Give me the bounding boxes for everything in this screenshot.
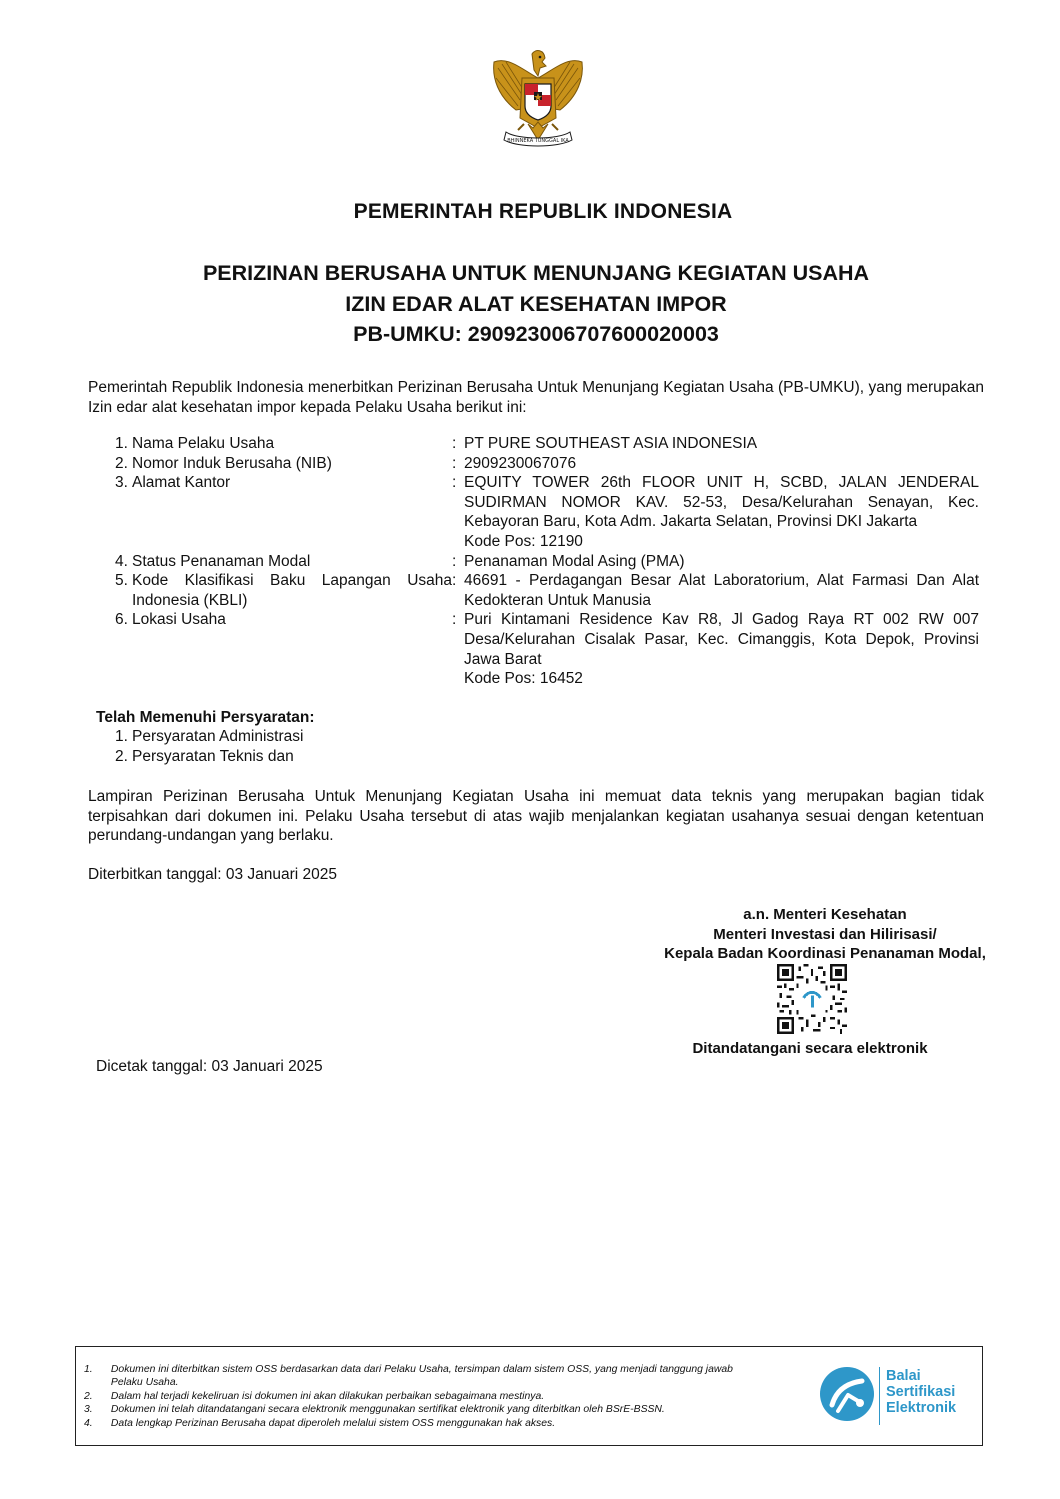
info-label: Lokasi Usaha [132, 611, 226, 629]
info-row-office-address: 3. Alamat Kantor : EQUITY TOWER 26th FLOOR UNIT H, SCBD, JALAN JENDERAL SUDIRMAN NOMOR KAV. 52-53, Desa/Kelurahan Senayan, Kec. Kebayoran Baru, Kota Adm. Jakarta Selatan, Provinsi DKI Jakarta Kode Pos: 12190 [88, 473, 984, 551]
footer-note-line: Dalam hal terjadi kekeliruan isi dokumen ini akan dilakukan perbaikan sebagaimana mestinya. [110, 1390, 545, 1402]
footer-note-number: 2. [84, 1390, 93, 1402]
qr-code-icon [777, 964, 847, 1034]
info-value-line: Puri Kintamani Residence Kav R8, Jl Gadog Raya RT 002 RW 007 [464, 611, 979, 629]
footer-note-line: Dokumen ini telah ditandatangani secara elektronik menggunakan sertifikat elektronik yang diterbitkan oleh BSrE-BSSN. [110, 1404, 665, 1416]
footer-note-line: Data lengkap Perizinan Berusaha dapat diperoleh melalui sistem OSS menggunakan hak akses. [110, 1417, 556, 1429]
requirements-list [88, 727, 303, 766]
info-value-line: Desa/Kelurahan Cisalak Pasar, Kec. Cimanggis, Kota Depok, Provinsi [464, 630, 979, 648]
info-row-kbli: 5. Kode Klasifikasi Baku Lapangan Usaha Indonesia (KBLI) : 46691 - Perdagangan Besar Alat Laboratorium, Alat Farmasi Dan Alat Kedokteran Untuk Manusia [88, 571, 984, 610]
requirements-title: Telah Memenuhi Persyaratan: [96, 709, 315, 726]
garuda-pancasila-icon [488, 48, 588, 152]
bsre-wordmark-line: Balai [886, 1368, 921, 1384]
signature-block [620, 905, 1030, 964]
printed-date: Dicetak tanggal: 03 Januari 2025 [96, 1058, 323, 1075]
info-label: Nomor Induk Berusaha (NIB) [132, 454, 332, 472]
info-value: 2909230067076 [464, 454, 577, 472]
info-value-line: Jawa Barat [464, 650, 542, 668]
info-label: Status Penanaman Modal [132, 552, 311, 570]
info-number: 6. [115, 611, 128, 629]
business-info-list [88, 434, 984, 689]
footer-note-number: 4. [84, 1417, 93, 1429]
info-value: Penanaman Modal Asing (PMA) [464, 552, 685, 570]
footer-note-line: Dokumen ini diterbitkan sistem OSS berdasarkan data dari Pelaku Usaha, tersimpan dalam sistem OSS, yang menjadi tanggung jawab [110, 1364, 733, 1375]
permit-title-line: IZIN EDAR ALAT KESEHATAN IMPOR [345, 291, 727, 316]
info-row-business-location: 6. Lokasi Usaha : Puri Kintamani Residence Kav R8, Jl Gadog Raya RT 002 RW 007 Desa/Kelurahan Cisalak Pasar, Kec. Cimanggis, Kota Depok, Provinsi Jawa Barat Kode Pos: 16452 [88, 610, 984, 688]
info-row-nib: 2. Nomor Induk Berusaha (NIB) : 2909230067076 [88, 454, 984, 474]
info-number: 1. [115, 435, 128, 452]
info-number: 4. [115, 552, 128, 570]
footer-note [84, 1417, 799, 1430]
footer-note-number: 3. [84, 1404, 93, 1416]
intro-paragraph: Pemerintah Republik Indonesia menerbitkan Perizinan Berusaha Untuk Menunjang Kegiatan Usaha (PB-UMKU), yang merupakan Izin edar alat kesehatan impor kepada Pelaku Usaha berikut ini: [88, 379, 984, 416]
requirement-text: Persyaratan Administrasi [132, 728, 304, 745]
info-label-line: Indonesia (KBLI) [132, 591, 248, 609]
info-label: Nama Pelaku Usaha [132, 435, 275, 452]
requirement-item [88, 727, 303, 747]
bsre-logo-icon [818, 1365, 876, 1423]
footer-note-number: 1. [84, 1364, 93, 1375]
info-label: Alamat Kantor [132, 474, 231, 492]
requirement-number: 1. [115, 728, 128, 745]
info-value-line: EQUITY TOWER 26th FLOOR UNIT H, SCBD, JALAN JENDERAL [464, 474, 979, 492]
footer-note [84, 1403, 799, 1416]
permit-number: PB-UMKU: 290923006707600020003 [353, 322, 719, 346]
footer-note [84, 1390, 799, 1403]
svg-text:BHINNEKA TUNGGAL IKA: BHINNEKA TUNGGAL IKA [507, 138, 569, 144]
info-value-line: 46691 - Perdagangan Besar Alat Laboratorium, Alat Farmasi Dan Alat [464, 572, 979, 590]
info-value-line: Kode Pos: 16452 [464, 670, 583, 688]
info-value-line: Kedokteran Untuk Manusia [464, 591, 651, 609]
requirement-item [88, 747, 303, 767]
info-number: 5. [115, 572, 128, 590]
info-value-line: Kebayoran Baru, Kota Adm. Jakarta Selatan, Provinsi DKI Jakarta [464, 513, 918, 531]
issued-date: Diterbitkan tanggal: 03 Januari 2025 [88, 866, 338, 883]
info-row-business-name: 1. Nama Pelaku Usaha : PT PURE SOUTHEAST ASIA INDONESIA [88, 434, 984, 454]
info-row-investment-status: 4. Status Penanaman Modal : Penanaman Modal Asing (PMA) [88, 552, 984, 572]
electronic-signature-note: Ditandatangani secara elektronik [692, 1040, 928, 1057]
signature-line: a.n. Menteri Kesehatan [743, 906, 907, 923]
info-value-line: Kode Pos: 12190 [464, 532, 583, 550]
info-number: 3. [115, 474, 128, 492]
permit-title [0, 258, 1060, 350]
signature-line: Menteri Investasi dan Hilirisasi/ [713, 925, 937, 943]
government-heading: PEMERINTAH REPUBLIK INDONESIA [353, 200, 733, 223]
info-number: 2. [115, 454, 128, 472]
bsre-wordmark-line: Sertifikasi [886, 1384, 956, 1400]
requirement-text: Persyaratan Teknis dan [132, 747, 294, 765]
closing-paragraph: Lampiran Perizinan Berusaha Untuk Menunjang Kegiatan Usaha ini memuat data teknis yang merupakan bagian tidak terpisahkan dari dokumen ini. Pelaku Usaha tersebut di atas wajib menjalankan kegiatan usahanya sesuai dengan ketentuan perundang-undangan yang berlaku. [88, 788, 984, 845]
requirement-number: 2. [115, 747, 128, 765]
bsre-divider [879, 1367, 880, 1425]
footer-notes [84, 1363, 799, 1430]
permit-title-line: PERIZINAN BERUSAHA UNTUK MENUNJANG KEGIATAN USAHA [202, 261, 870, 285]
info-value: PT PURE SOUTHEAST ASIA INDONESIA [464, 435, 758, 452]
footer-note [84, 1363, 799, 1390]
footer-notes-box [75, 1346, 983, 1446]
bsre-wordmark [886, 1368, 956, 1416]
bsre-wordmark-line: Elektronik [886, 1400, 957, 1416]
info-value-line: SUDIRMAN NOMOR KAV. 52-53, Desa/Kelurahan Senayan, Kec. [464, 493, 979, 511]
info-label-line: Kode Klasifikasi Baku Lapangan Usaha [132, 572, 452, 590]
signature-line: Kepala Badan Koordinasi Penanaman Modal, [664, 945, 986, 962]
footer-note-line: Pelaku Usaha. [110, 1377, 179, 1389]
